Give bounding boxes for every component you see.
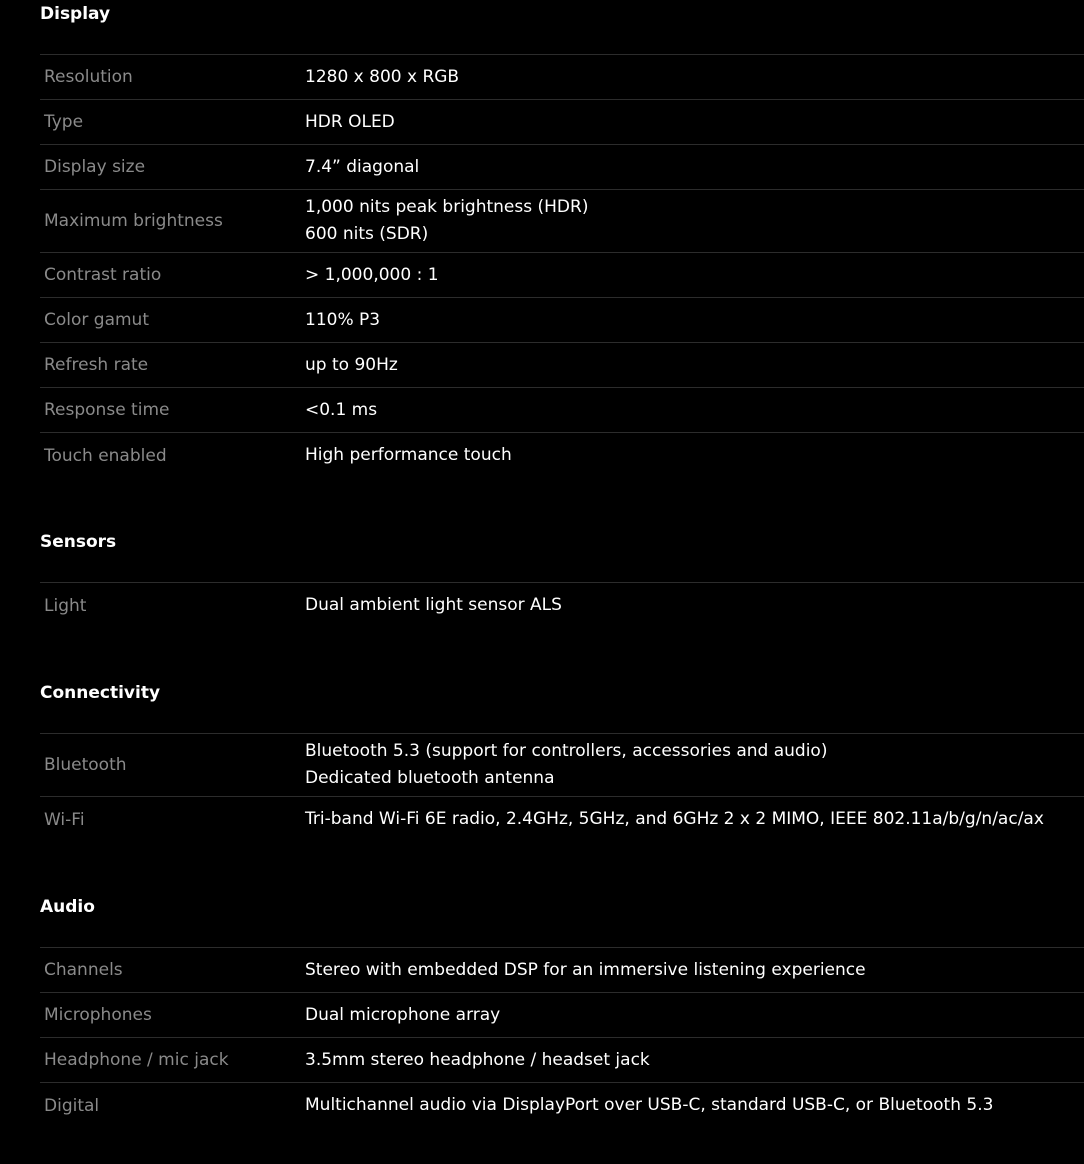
display-section-title: Display — [40, 4, 111, 24]
spec-label: Contrast ratio — [44, 265, 162, 285]
spec-row-touch-enabled — [40, 433, 1084, 478]
spec-value: <0.1 ms — [305, 399, 378, 420]
sensors-spec-table — [40, 582, 1084, 628]
spec-label: Headphone / mic jack — [44, 1050, 229, 1070]
spec-row-microphones — [40, 993, 1084, 1038]
spec-value: 110% P3 — [305, 309, 381, 330]
spec-row-color-gamut — [40, 298, 1084, 343]
audio-spec-table — [40, 947, 1084, 1128]
spec-row-type — [40, 100, 1084, 145]
spec-value: 1,000 nits peak brightness (HDR) 600 nits (SDR) — [305, 197, 589, 244]
spec-value: 3.5mm stereo headphone / headset jack — [305, 1049, 650, 1070]
spec-value: Multichannel audio via DisplayPort over USB-C, standard USB-C, or Bluetooth 5.3 — [305, 1095, 994, 1115]
spec-value: 7.4” diagonal — [305, 156, 420, 177]
sensors-section-title: Sensors — [40, 532, 117, 552]
spec-label: Wi-Fi — [44, 809, 85, 830]
audio-section-title: Audio — [40, 897, 95, 917]
spec-label: Microphones — [44, 1005, 152, 1025]
connectivity-spec-table — [40, 733, 1084, 842]
spec-value: Stereo with embedded DSP for an immersive listening experience — [305, 959, 866, 980]
spec-label: Digital — [44, 1095, 100, 1116]
spec-label: Maximum brightness — [44, 211, 223, 231]
spec-value: High performance touch — [305, 445, 512, 465]
spec-label: Refresh rate — [44, 355, 149, 375]
spec-row-digital — [40, 1083, 1084, 1128]
spec-row-headphone-mic-jack — [40, 1038, 1084, 1083]
spec-label: Light — [44, 595, 87, 616]
spec-label: Bluetooth — [44, 755, 127, 775]
spec-row-light — [40, 583, 1084, 628]
spec-value: 1280 x 800 x RGB — [305, 66, 460, 87]
spec-row-contrast-ratio — [40, 253, 1084, 298]
spec-label: Touch enabled — [44, 445, 167, 466]
spec-value: HDR OLED — [305, 111, 395, 132]
display-spec-table — [40, 54, 1084, 478]
spec-row-channels — [40, 948, 1084, 993]
spec-row-response-time — [40, 388, 1084, 433]
spec-label: Response time — [44, 400, 170, 420]
spec-value: Dual microphone array — [305, 1004, 501, 1025]
spec-row-display-size — [40, 145, 1084, 190]
spec-value: Tri-band Wi-Fi 6E radio, 2.4GHz, 5GHz, and 6GHz 2 x 2 MIMO, IEEE 802.11a/b/g/n/ac/ax — [305, 809, 1044, 829]
spec-value: Bluetooth 5.3 (support for controllers, accessories and audio) Dedicated bluetooth antenna — [305, 741, 828, 788]
connectivity-section-title: Connectivity — [40, 683, 161, 703]
display-section — [40, 0, 1084, 478]
connectivity-section — [40, 679, 1084, 842]
sensors-section — [40, 528, 1084, 628]
spec-value: up to 90Hz — [305, 354, 398, 375]
spec-label: Display size — [44, 157, 146, 177]
spec-row-bluetooth — [40, 734, 1084, 797]
spec-label: Resolution — [44, 67, 133, 87]
spec-value: Dual ambient light sensor ALS — [305, 595, 562, 615]
spec-label: Color gamut — [44, 310, 149, 330]
spec-row-refresh-rate — [40, 343, 1084, 388]
spec-value: > 1,000,000 : 1 — [305, 264, 439, 285]
spec-label: Type — [44, 112, 84, 132]
spec-label: Channels — [44, 960, 123, 980]
spec-row-wi-fi — [40, 797, 1084, 842]
audio-section — [40, 893, 1084, 1128]
spec-row-resolution — [40, 55, 1084, 100]
spec-row-maximum-brightness — [40, 190, 1084, 253]
